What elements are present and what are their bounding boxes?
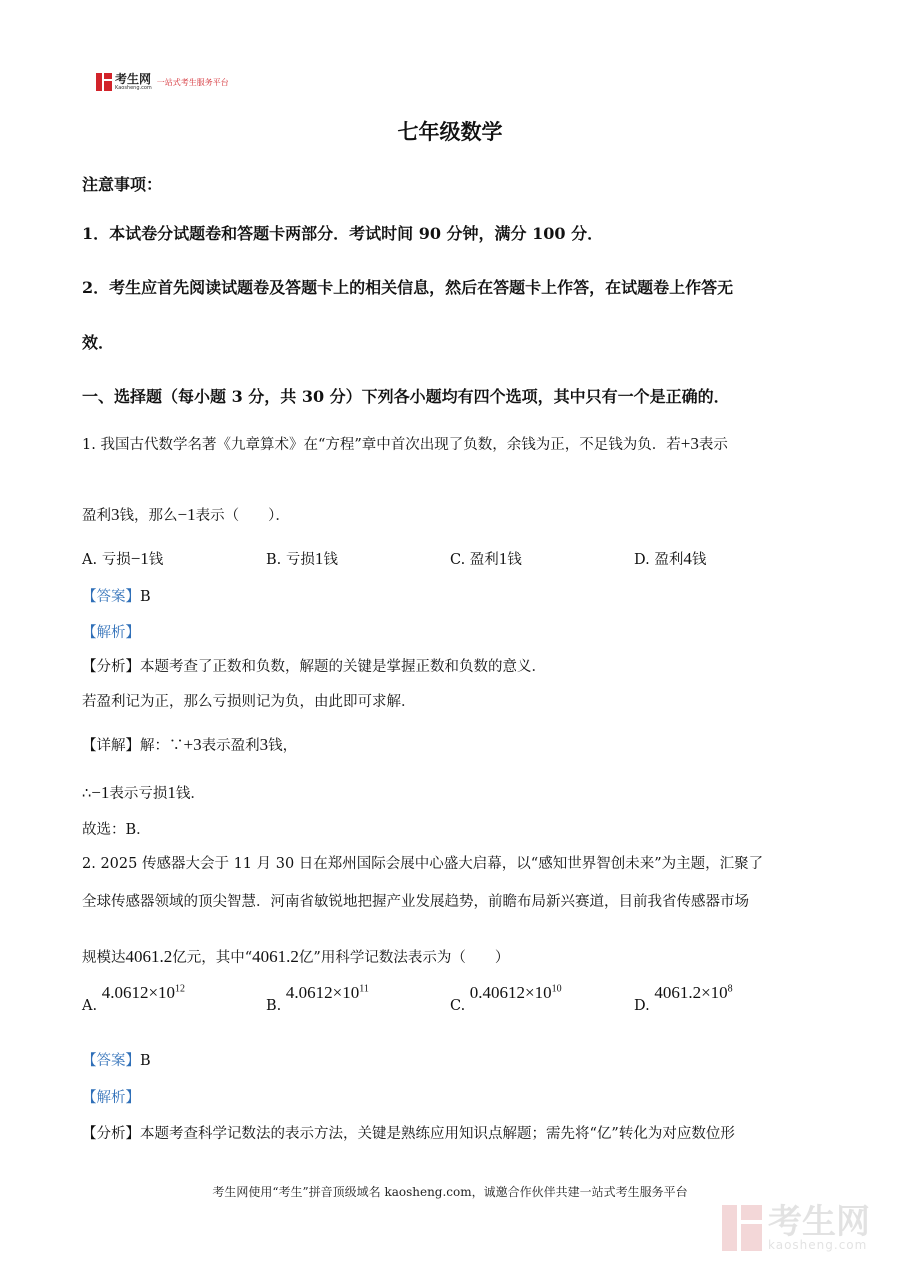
section-heading: 一、选择题（每小题 3 分，共 30 分）下列各小题均有四个选项，其中只有一个是正确的． — [82, 387, 730, 406]
q2-stem-line-3: 规模达4061.2亿元，其中“4061.2亿”用科学记数法表示为（ ） — [82, 947, 510, 966]
q1-choice: 故选：B． — [82, 822, 151, 838]
watermark-name: 考生网 — [768, 1202, 870, 1242]
kaosheng-watermark-icon — [722, 1205, 762, 1251]
q2-option-d: D. $4061.2\times 10^8$ — [634, 983, 733, 1014]
q1-analysis-tag: 【解析】 — [82, 625, 140, 641]
q1-detail: 【详解】解：∵+3表示盈利3钱， — [82, 735, 298, 754]
watermark — [722, 1202, 870, 1252]
q2-stem-line-2: 全球传感器领域的顶尖智慧．河南省敏锐地把握产业发展趋势，前瞻布局新兴赛道，目前我省传感器市场 — [82, 894, 749, 910]
q2-option-a: A. $4.0612\times 10^{12}$ — [82, 983, 186, 1014]
logo-slogan: 一站式考生服务平台 — [156, 77, 229, 87]
kaosheng-logo-icon — [96, 73, 112, 91]
q1-option-a: A. 亏损−1钱 — [82, 549, 164, 568]
q1-option-c: C. 盈利1钱 — [450, 549, 522, 568]
q1-stem-line-1: 1. 我国古代数学名著《九章算术》在“方程”章中首次出现了负数，余钱为正，不足钱为负．若+3表示 — [82, 434, 728, 453]
q2-answer: 【答案】B — [82, 1053, 151, 1069]
logo-name: 考生网 — [115, 72, 152, 86]
logo-domain: Kaosheng.com — [115, 85, 152, 91]
q1-answer: 【答案】B — [82, 589, 151, 605]
q2-option-c: C. $0.40612\times 10^{10}$ — [450, 983, 562, 1014]
q1-option-b: B. 亏损1钱 — [266, 549, 338, 568]
notice-item-2-end: 效． — [82, 333, 115, 352]
q1-stem-line-2: 盈利3钱，那么−1表示（ ）． — [82, 505, 290, 524]
q2-analysis-tag: 【解析】 — [82, 1090, 140, 1106]
q2-stem-line-1: 2. 2025 传感器大会于 11 月 30 日在郑州国际会展中心盛大启幕，以“感知世界智创未来”为主题，汇聚了 — [82, 856, 764, 872]
q1-detail-2: ∴−1表示亏损1钱． — [82, 783, 205, 802]
footer-text: 考生网使用“考生”拼音顶级域名 kaosheng.com，诚邀合作伙伴共建一站式考生服务平台 — [212, 1185, 688, 1199]
q1-analysis-2: 若盈利记为正，那么亏损则记为负，由此即可求解． — [82, 694, 416, 710]
site-logo — [96, 72, 229, 92]
page-title: 七年级数学 — [397, 119, 503, 144]
q2-option-b: B. $4.0612\times 10^{11}$ — [266, 983, 369, 1014]
notice-heading: 注意事项： — [82, 175, 163, 194]
q2-analysis: 【分析】本题考查科学记数法的表示方法，关键是熟练应用知识点解题；需先将“亿”转化为对应数位形 — [82, 1126, 735, 1142]
q1-analysis: 【分析】本题考查了正数和负数，解题的关键是掌握正数和负数的意义． — [82, 659, 546, 675]
watermark-domain: kaosheng.com — [768, 1238, 868, 1252]
notice-item-2: 2．考生应首先阅读试题卷及答题卡上的相关信息，然后在答题卡上作答，在试题卷上作答无 — [82, 278, 734, 297]
notice-item-1: 1．本试卷分试题卷和答题卡两部分．考试时间 90 分钟，满分 100 分． — [82, 224, 604, 243]
q1-option-d: D. 盈利4钱 — [634, 549, 707, 568]
